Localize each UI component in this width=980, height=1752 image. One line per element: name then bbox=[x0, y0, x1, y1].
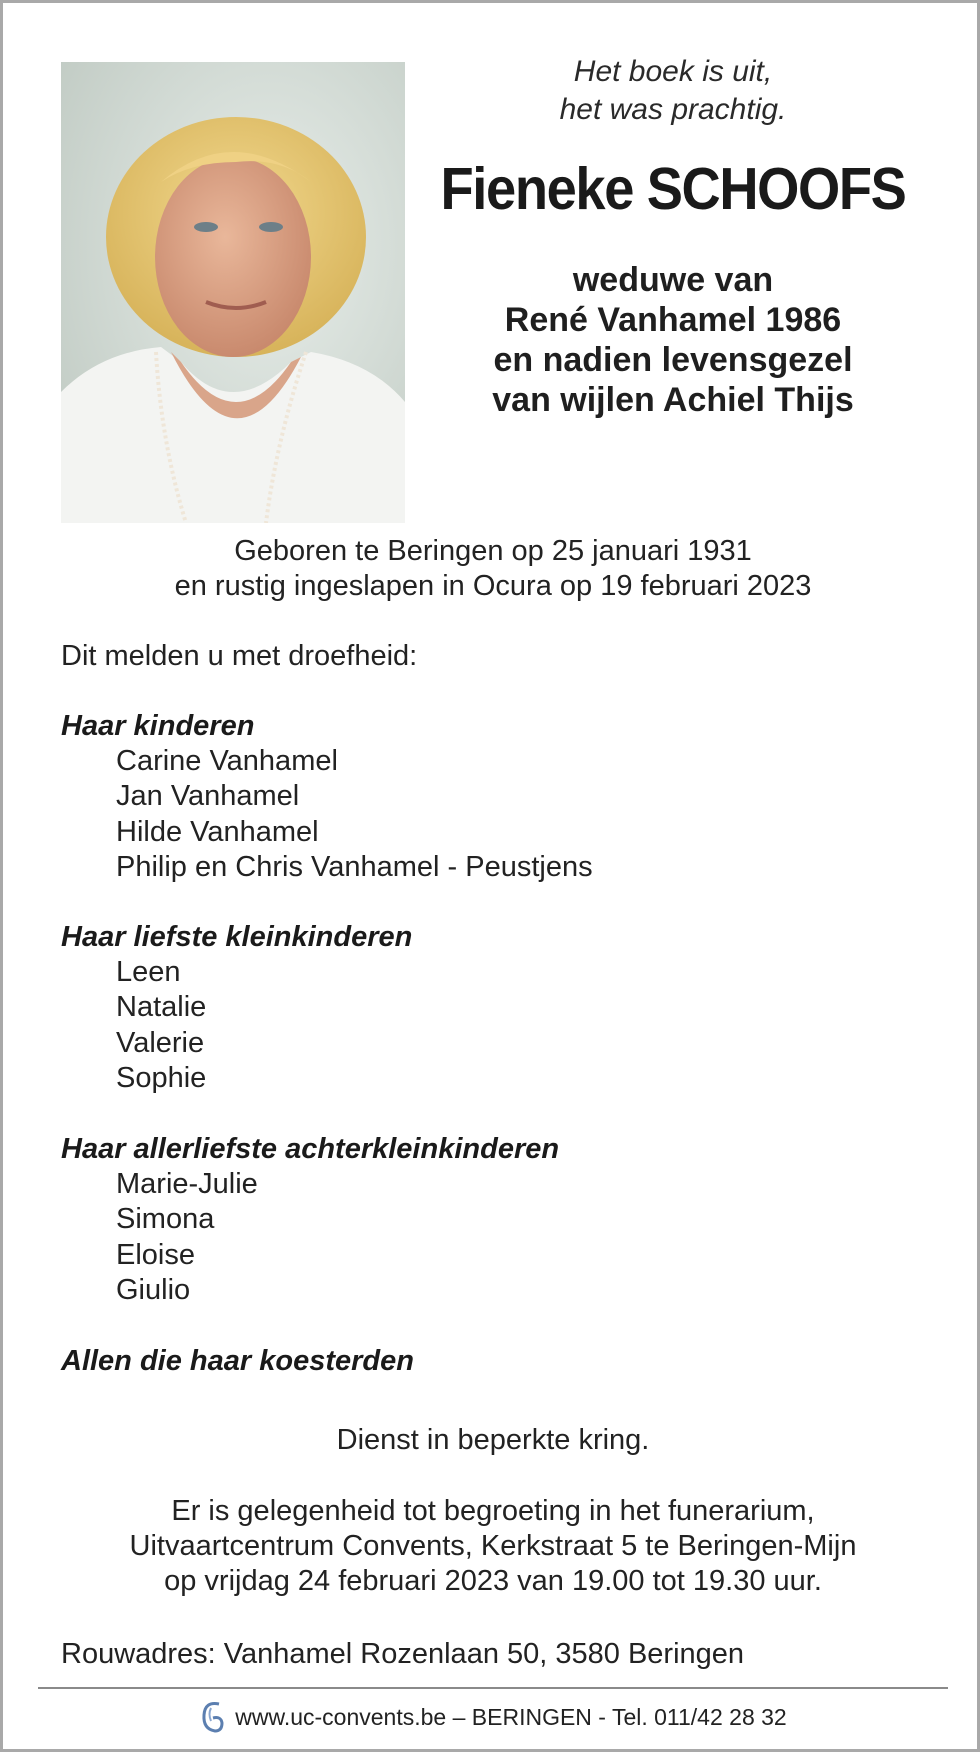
quote-line: Het boek is uit, bbox=[573, 55, 773, 88]
visitation-line: op vrijdag 24 februari 2023 van 19.00 tot 19.30 uur. bbox=[164, 1565, 822, 1597]
group-title-children: Haar kinderen bbox=[61, 710, 255, 742]
announcement: Dit melden u met droefheid: bbox=[61, 640, 418, 672]
list-item: Sophie bbox=[116, 1061, 207, 1094]
widow-line: van wijlen Achiel Thijs bbox=[492, 381, 854, 419]
list-item: Hilde Vanhamel bbox=[116, 815, 319, 848]
widow-line: en nadien levensgezel bbox=[493, 341, 853, 379]
group-title-all: Allen die haar koesterden bbox=[61, 1345, 414, 1377]
service-line: Dienst in beperkte kring. bbox=[336, 1424, 650, 1456]
list-item: Marie-Julie bbox=[116, 1168, 258, 1200]
birth-line: Geboren te Beringen op 25 januari 1931 bbox=[234, 535, 752, 567]
list-item: Eloise bbox=[116, 1238, 195, 1271]
mourning-address: Rouwadres: Vanhamel Rozenlaan 50, 3580 Beringen bbox=[61, 1638, 745, 1670]
footer bbox=[3, 1697, 980, 1737]
visitation-line: Uitvaartcentrum Convents, Kerkstraat 5 te Beringen-Mijn bbox=[129, 1530, 857, 1562]
list-item: Simona bbox=[116, 1203, 215, 1236]
widow-line: weduwe van bbox=[572, 261, 774, 299]
portrait-photo bbox=[61, 62, 405, 523]
visitation-line: Er is gelegenheid tot begroeting in het funerarium, bbox=[171, 1495, 815, 1527]
list-item: Carine Vanhamel bbox=[116, 745, 338, 777]
group-title-grandchildren: Haar liefste kleinkinderen bbox=[61, 921, 413, 953]
list-item: Giulio bbox=[116, 1273, 191, 1306]
funeral-home-logo-icon bbox=[199, 1699, 225, 1735]
widow-block bbox=[423, 260, 923, 420]
service-note bbox=[3, 1423, 980, 1458]
great-grandchildren-list bbox=[116, 1167, 258, 1308]
list-item: Jan Vanhamel bbox=[116, 780, 300, 813]
death-line: en rustig ingeslapen in Ocura op 19 februari 2023 bbox=[174, 570, 812, 602]
list-item: Valerie bbox=[116, 1026, 205, 1059]
list-item: Philip en Chris Vanhamel - Peustjens bbox=[116, 850, 593, 883]
quote bbox=[423, 53, 923, 129]
children-list bbox=[116, 744, 593, 885]
grandchildren-list bbox=[116, 955, 206, 1096]
list-item: Leen bbox=[116, 956, 181, 988]
list-item: Natalie bbox=[116, 991, 207, 1024]
widow-line: René Vanhamel 1986 bbox=[504, 301, 842, 339]
deceased-name: Fieneke SCHOOFS bbox=[440, 156, 906, 222]
footer-divider bbox=[38, 1687, 948, 1689]
footer-text: www.uc-convents.be – BERINGEN - Tel. 011/42 28 32 bbox=[235, 1703, 787, 1730]
dates-block bbox=[3, 534, 980, 604]
quote-line: het was prachtig. bbox=[559, 93, 787, 126]
visitation-block bbox=[3, 1494, 980, 1599]
group-title-great-grandchildren: Haar allerliefste achterkleinkinderen bbox=[61, 1133, 560, 1165]
